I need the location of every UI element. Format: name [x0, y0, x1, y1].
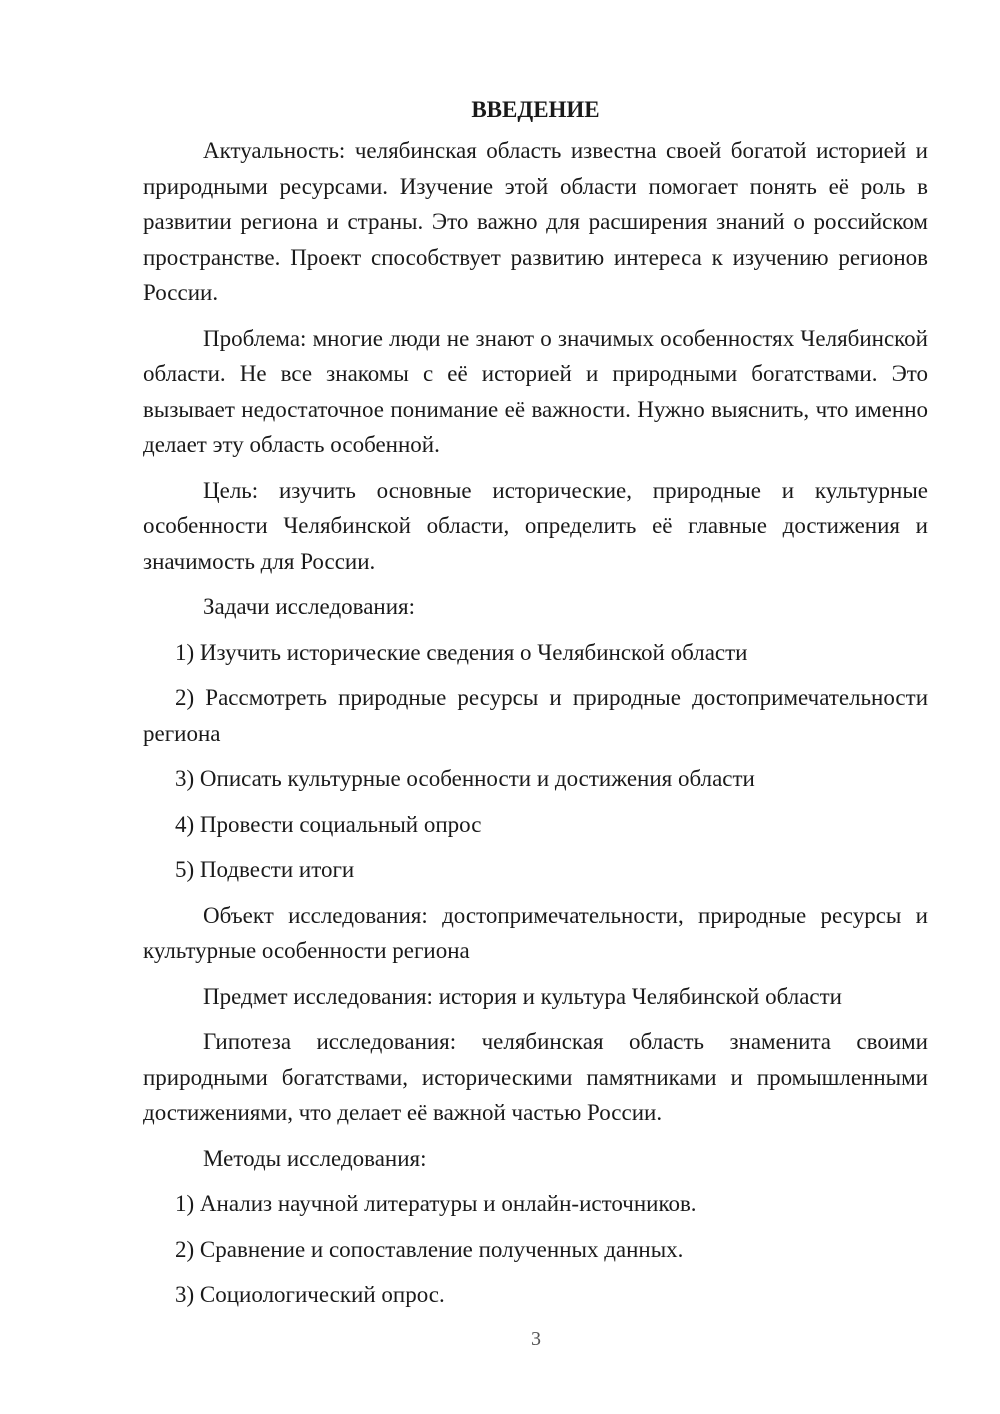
document-title: ВВЕДЕНИЕ	[471, 97, 600, 122]
document-page	[143, 92, 928, 1323]
methods-heading: Методы исследования:	[203, 1145, 427, 1171]
method-item-2: 2) Сравнение и сопоставление полученных данных.	[175, 1236, 684, 1262]
object-paragraph: Объект исследования: достопримечательности, природные ресурсы и культурные особенности региона	[143, 902, 928, 963]
method-item-1: 1) Анализ научной литературы и онлайн-источников.	[175, 1191, 697, 1216]
relevance-paragraph: Актуальность: челябинская область известна своей богатой историей и природными ресурсами. Изучение этой области помогает понять её роль в развитии региона и страны. Это важно для расширения знаний о российском пространстве. Проект способствует развитию интереса к изучению регионов России.	[143, 138, 928, 305]
hypothesis-paragraph: Гипотеза исследования: челябинская область знаменита своими природными богатствами, историческими памятниками и промышленными достижениями, что делает её важной частью России.	[143, 1029, 928, 1125]
problem-paragraph: Проблема: многие люди не знают о значимых особенностях Челябинской области. Не все знакомы с её историей и природными богатствами. Это вызывает недостаточное понимание её важности. Нужно выяснить, что именно делает эту область особенной.	[143, 325, 928, 457]
task-item-1: 1) Изучить исторические сведения о Челябинской области	[175, 639, 748, 665]
page-number: 3	[531, 1328, 541, 1350]
task-item-2: 2) Рассмотреть природные ресурсы и природные достопримечательности региона	[143, 685, 928, 746]
subject-paragraph: Предмет исследования: история и культура Челябинской области	[203, 983, 842, 1009]
method-item-3: 3) Социологический опрос.	[175, 1282, 445, 1307]
task-item-5: 5) Подвести итоги	[175, 857, 355, 882]
task-item-4: 4) Провести социальный опрос	[175, 811, 482, 837]
goal-paragraph: Цель: изучить основные исторические, природные и культурные особенности Челябинской области, определить её главные достижения и значимость для России.	[143, 477, 928, 574]
tasks-heading: Задачи исследования:	[203, 594, 416, 619]
task-item-3: 3) Описать культурные особенности и достижения области	[175, 766, 755, 791]
